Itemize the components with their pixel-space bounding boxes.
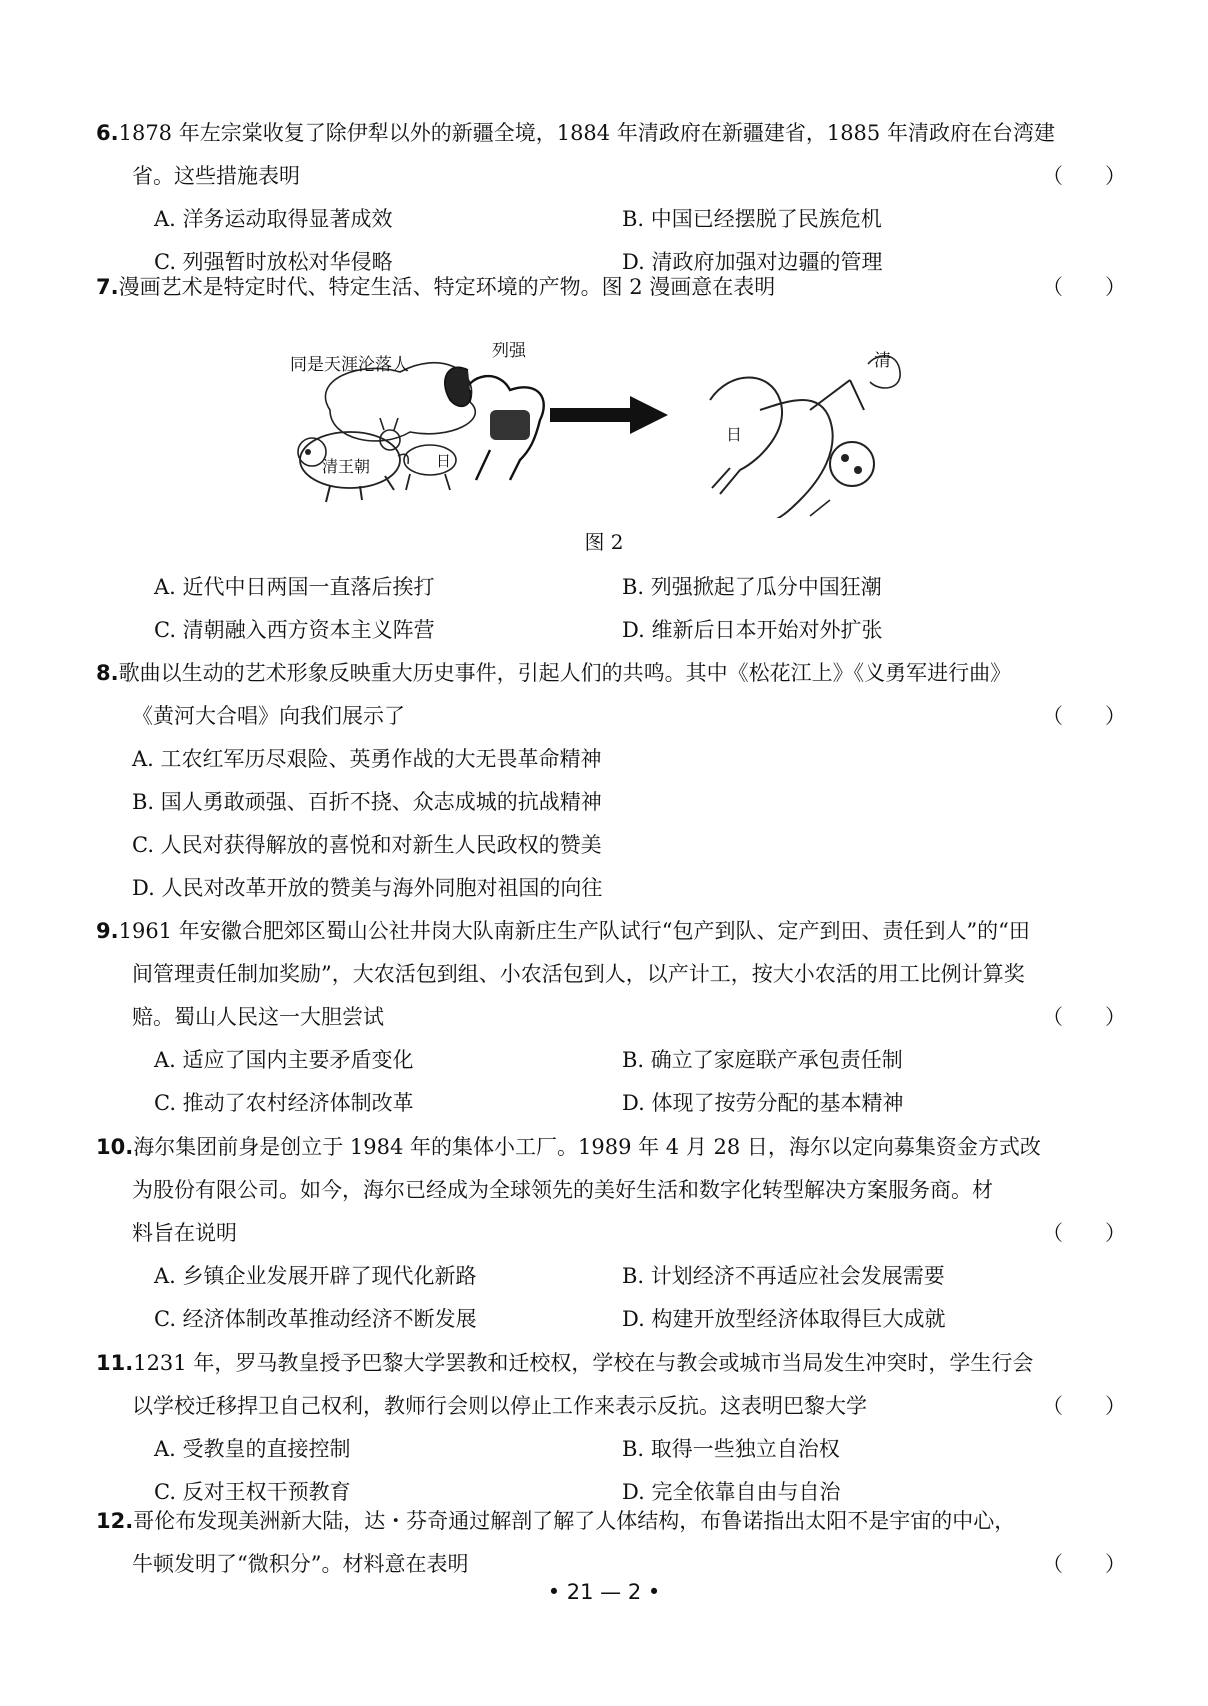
cartoon-figure — [290, 340, 940, 518]
options-row — [96, 198, 1126, 241]
question-8-line-1 — [96, 652, 1126, 695]
question-number: 10. — [96, 1135, 134, 1159]
wolf-label: 列强 — [492, 341, 526, 361]
figure-caption: 图 2 — [584, 530, 624, 554]
option-d[interactable]: D. 人民对改革开放的赞美与海外同胞对祖国的向往 — [132, 876, 603, 900]
option-c[interactable]: C. 经济体制改革推动经济不断发展 — [154, 1307, 477, 1331]
question-text: 1878 年左宗棠收复了除伊犁以外的新疆全境，1884 年清政府在新疆建省，1885 年清政府在台湾建 — [118, 121, 1055, 145]
question-10 — [96, 1126, 1126, 1341]
option-a[interactable]: A. 适应了国内主要矛盾变化 — [154, 1048, 414, 1072]
question-12-line-1 — [96, 1500, 1126, 1543]
question-8-line-2 — [96, 695, 1126, 738]
option-c[interactable]: C. 人民对获得解放的喜悦和对新生人民政权的赞美 — [132, 833, 602, 857]
options-row — [96, 1428, 1126, 1471]
option-b[interactable]: B. 确立了家庭联产承包责任制 — [622, 1048, 903, 1072]
option-a[interactable]: A. 乡镇企业发展开辟了现代化新路 — [154, 1264, 477, 1288]
question-text: 海尔集团前身是创立于 1984 年的集体小工厂。1989 年 4 月 28 日，海尔以定向募集资金方式改 — [133, 1135, 1041, 1159]
option-d[interactable]: D. 清政府加强对边疆的管理 — [622, 250, 883, 274]
question-number: 7. — [96, 275, 119, 299]
question-6-line-2 — [96, 155, 1126, 198]
question-text: 省。这些措施表明 — [132, 164, 300, 188]
question-11-line-2 — [96, 1385, 1126, 1428]
question-6-line-1 — [96, 112, 1126, 155]
page-number-footer: • 21 — 2 • — [547, 1580, 661, 1604]
option-a[interactable]: A. 工农红军历尽艰险、英勇作战的大无畏革命精神 — [132, 747, 602, 771]
question-text: 间管理责任制加奖励”，大农活包到组、小农活包到人，以产计工，按大小农活的用工比例计算奖 — [132, 962, 1025, 986]
question-number: 9. — [96, 919, 119, 943]
question-11-line-1 — [96, 1342, 1126, 1385]
question-text: 歌曲以生动的艺术形象反映重大历史事件，引起人们的共鸣。其中《松花江上》《义勇军进行曲》 — [118, 661, 1012, 685]
option-d[interactable]: D. 体现了按劳分配的基本精神 — [622, 1091, 904, 1115]
japan-label: 日 — [726, 425, 743, 444]
right-arrow-icon — [550, 396, 668, 434]
question-10-line-2 — [96, 1169, 1126, 1212]
option-c[interactable]: C. 反对王权干预教育 — [154, 1480, 351, 1504]
question-12 — [96, 1500, 1126, 1586]
question-text: 《黄河大合唱》向我们展示了 — [132, 704, 405, 728]
question-7-options — [96, 566, 1126, 652]
question-9 — [96, 910, 1126, 1125]
answer-parentheses[interactable]: （ ） — [1042, 275, 1126, 299]
question-7 — [96, 266, 1126, 309]
answer-parentheses[interactable]: （ ） — [1042, 1005, 1126, 1029]
option-d[interactable]: D. 完全依靠自由与自治 — [622, 1480, 841, 1504]
answer-parentheses[interactable]: （ ） — [1042, 704, 1126, 728]
option-b[interactable]: B. 计划经济不再适应社会发展需要 — [622, 1264, 945, 1288]
question-number: 11. — [96, 1351, 134, 1375]
question-9-line-3 — [96, 996, 1126, 1039]
option-c[interactable]: C. 推动了农村经济体制改革 — [154, 1091, 414, 1115]
question-6 — [96, 112, 1126, 284]
pig-label: 清王朝 — [322, 457, 371, 476]
options-row — [96, 1255, 1126, 1298]
question-7-line-1 — [96, 266, 1126, 309]
question-text: 哥伦布发现美洲新大陆，达・芬奇通过解剖了解了人体结构，布鲁诺指出太阳不是宇宙的中心， — [133, 1509, 1016, 1533]
question-8 — [96, 652, 1126, 910]
option-b[interactable]: B. 国人勇敢顽强、百折不挠、众志成城的抗战精神 — [132, 790, 602, 814]
question-text: 以学校迁移捍卫自己权利，教师行会则以停止工作来表示反抗。这表明巴黎大学 — [132, 1394, 867, 1418]
wolf-figure — [445, 367, 544, 480]
question-number: 6. — [96, 121, 119, 145]
options-row — [96, 1082, 1126, 1125]
question-text: 料旨在说明 — [132, 1221, 237, 1245]
option-b[interactable]: B. 中国已经摆脱了民族危机 — [622, 207, 882, 231]
speech-text: 同是天涯沦落人 — [290, 355, 409, 375]
question-10-line-1 — [96, 1126, 1126, 1169]
option-a[interactable]: A. 近代中日两国一直落后挨打 — [154, 575, 435, 599]
option-a[interactable]: A. 洋务运动取得显著成效 — [154, 207, 393, 231]
options-row — [96, 1039, 1126, 1082]
question-11 — [96, 1342, 1126, 1514]
question-9-line-2 — [96, 953, 1126, 996]
question-text: 1961 年安徽合肥郊区蜀山公社井岗大队南新庄生产队试行“包产到队、定产到田、责任到人”的“田 — [118, 919, 1030, 943]
question-number: 12. — [96, 1509, 134, 1533]
option-c[interactable]: C. 列强暂时放松对华侵略 — [154, 250, 393, 274]
option-a[interactable]: A. 受教皇的直接控制 — [154, 1437, 351, 1461]
question-9-line-1 — [96, 910, 1126, 953]
answer-parentheses[interactable]: （ ） — [1042, 1552, 1126, 1576]
option-b[interactable]: B. 列强掀起了瓜分中国狂潮 — [622, 575, 882, 599]
options-row — [96, 609, 1126, 652]
answer-parentheses[interactable]: （ ） — [1042, 1394, 1126, 1418]
question-text: 为股份有限公司。如今，海尔已经成为全球领先的美好生活和数字化转型解决方案服务商。材 — [132, 1178, 993, 1202]
answer-parentheses[interactable]: （ ） — [1042, 164, 1126, 188]
options-row — [96, 1298, 1126, 1341]
question-text: 1231 年，罗马教皇授予巴黎大学罢教和迁校权，学校在与教会或城市当局发生冲突时，学生行会 — [133, 1351, 1034, 1375]
question-text: 赔。蜀山人民这一大胆尝试 — [132, 1005, 384, 1029]
question-text: 漫画艺术是特定时代、特定生活、特定环境的产物。图 2 漫画意在表明 — [118, 275, 776, 299]
qing-label: 清 — [874, 351, 891, 371]
question-number: 8. — [96, 661, 119, 685]
option-b[interactable]: B. 取得一些独立自治权 — [622, 1437, 840, 1461]
option-c[interactable]: C. 清朝融入西方资本主义阵营 — [154, 618, 435, 642]
option-d[interactable]: D. 构建开放型经济体取得巨大成就 — [622, 1307, 946, 1331]
option-d[interactable]: D. 维新后日本开始对外扩张 — [622, 618, 883, 642]
options-row — [96, 566, 1126, 609]
question-10-line-3 — [96, 1212, 1126, 1255]
question-text: 牛顿发明了“微积分”。材料意在表明 — [132, 1552, 469, 1576]
goat-label: 日 — [436, 452, 452, 470]
answer-parentheses[interactable]: （ ） — [1042, 1221, 1126, 1245]
